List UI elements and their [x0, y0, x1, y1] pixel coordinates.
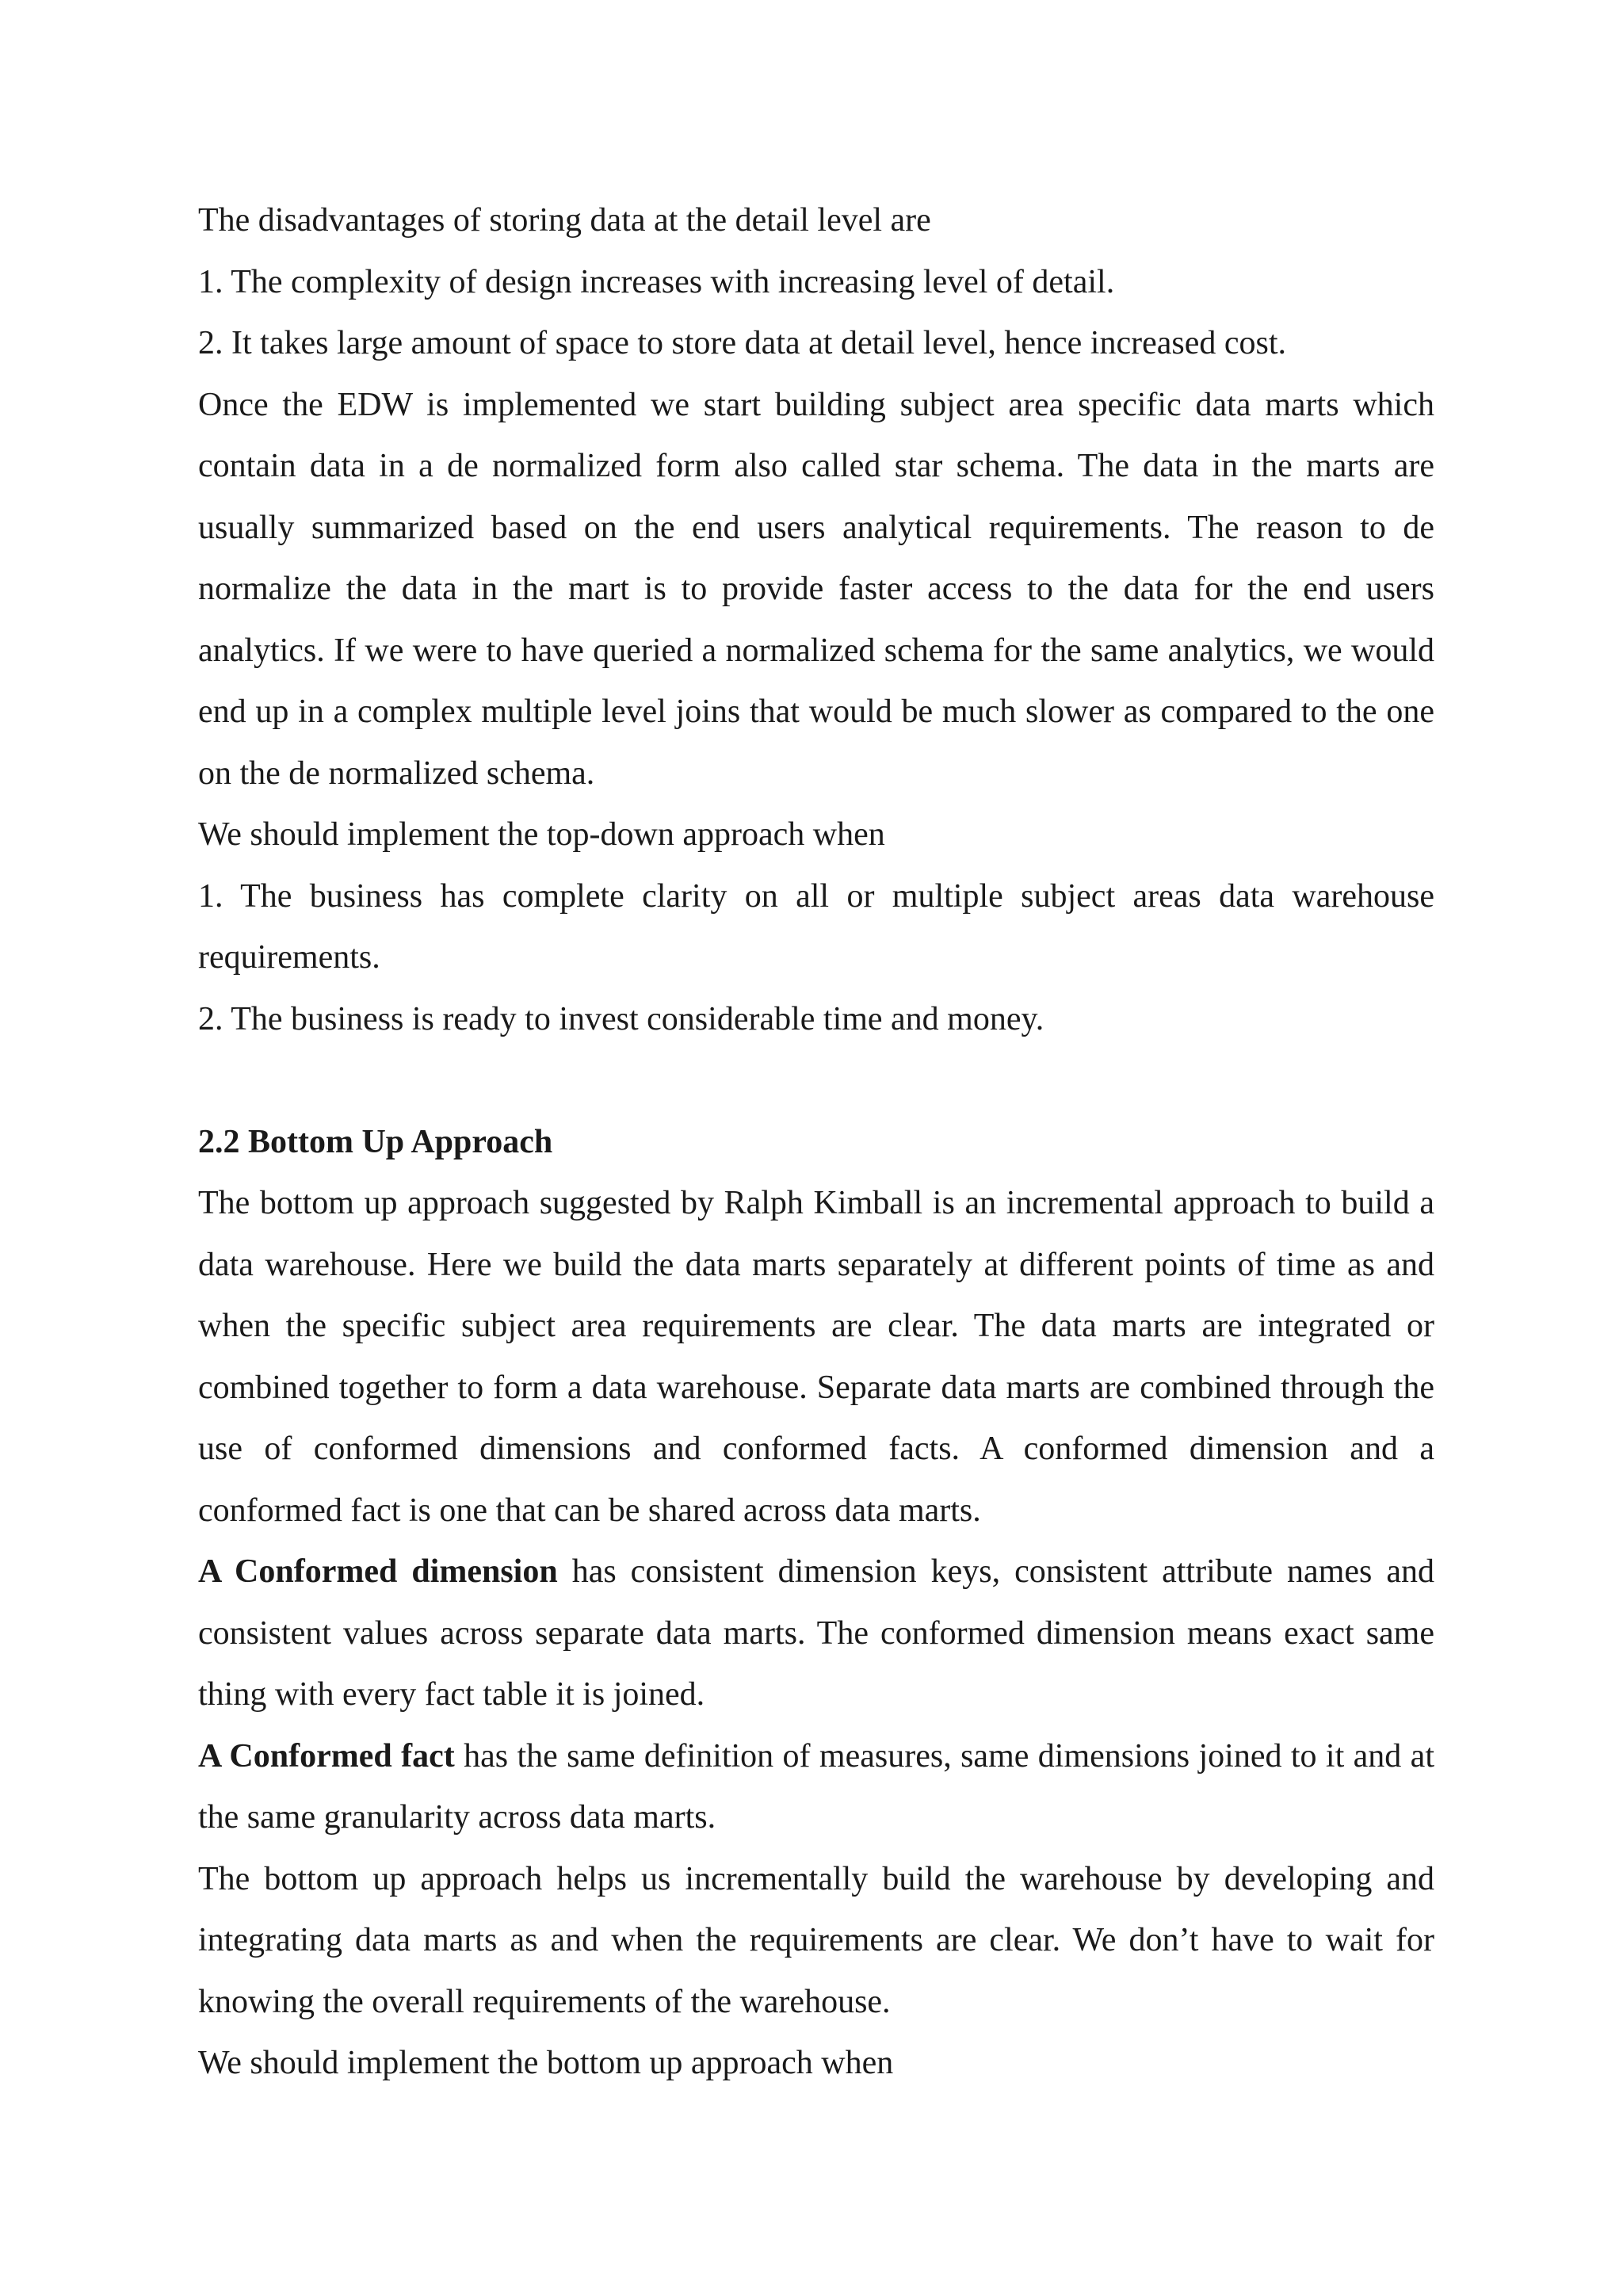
edw-paragraph: Once the EDW is implemented we start building subject area specific data marts which contain data in a de normalized form also called star schema. The data in the marts are usually summarized based on the end users analytical requirements. The reason to de normalize the data in the mart is to provide faster access to the data for the end users analytics. If we were to have queried a normalized schema for the same analytics, we would end up in a complex multiple level joins that would be much slower as compared to the one on the de normalized schema.: [198, 386, 1434, 792]
disadvantage-item-1: 1. The complexity of design increases with increasing level of detail.: [198, 263, 1115, 300]
bottom-up-when-intro: We should implement the bottom up approach when: [198, 2045, 894, 2081]
conformed-dimension-paragraph: [198, 1541, 1434, 1726]
incremental-build-paragraph: The bottom up approach helps us incrementally build the warehouse by developing and integrating data marts as and when the requirements are clear. We don’t have to wait for knowing the overall requirements of the warehouse.: [198, 1860, 1434, 2020]
top-down-when-item-1: 1. The business has complete clarity on all or multiple subject areas data warehouse requirements.: [198, 877, 1434, 976]
conformed-dimension-term: A Conformed dimension: [198, 1553, 558, 1590]
conformed-dimension-definition: has consistent dimension keys, consistent attribute names and consistent values across separate data marts. The conformed dimension means exact same thing with every fact table it is joined.: [198, 1553, 1434, 1713]
conformed-fact-term: A Conformed fact: [198, 1737, 455, 1775]
top-down-when-intro: We should implement the top-down approach when: [198, 816, 885, 853]
document-page: [198, 190, 1434, 2095]
section-spacer: [198, 1050, 1434, 1112]
conformed-fact-definition: has the same definition of measures, same dimensions joined to it and at the same granularity across data marts.: [198, 1737, 1434, 1836]
top-down-when-item-2: 2. The business is ready to invest considerable time and money.: [198, 1000, 1044, 1037]
disadvantages-intro: The disadvantages of storing data at the detail level are: [198, 202, 931, 239]
bottom-up-intro-paragraph: The bottom up approach suggested by Ralph Kimball is an incremental approach to build a data warehouse. Here we build the data marts separately at different points of time as and when the specific subject area requirements are clear. The data marts are integrated or combined together to form a data warehouse. Separate data marts are combined through the use of conformed dimensions and conformed facts. A conformed dimension and a conformed fact is one that can be shared across data marts.: [198, 1185, 1434, 1529]
conformed-fact-paragraph: [198, 1726, 1434, 1849]
section-heading-bottom-up: 2.2 Bottom Up Approach: [198, 1123, 553, 1160]
disadvantage-item-2: 2. It takes large amount of space to store data at detail level, hence increased cost.: [198, 325, 1286, 361]
